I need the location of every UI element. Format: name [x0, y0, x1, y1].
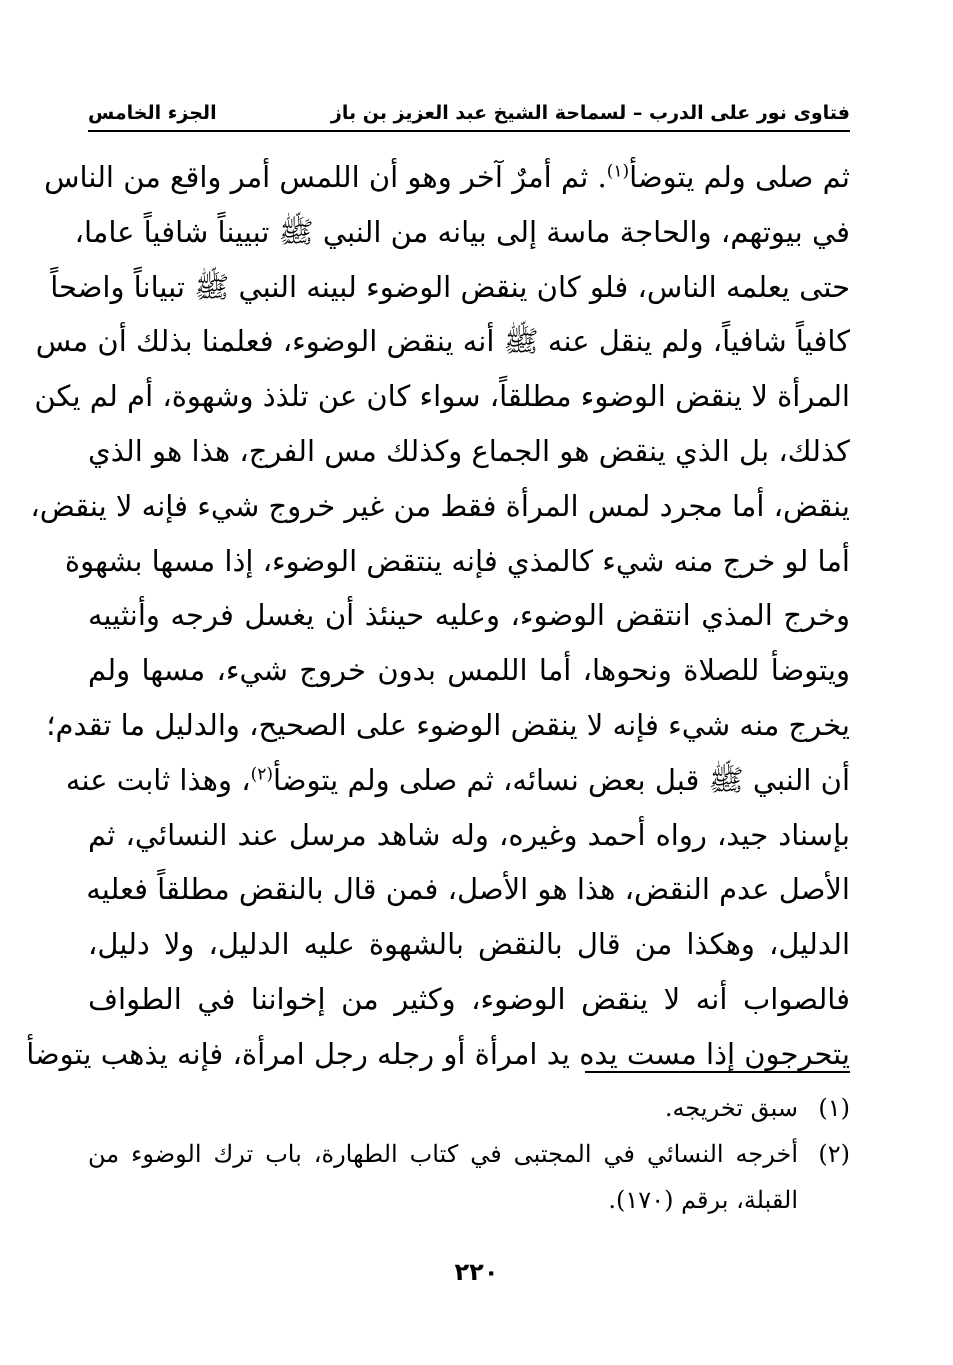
volume-label: الجزء الخامس [88, 102, 217, 124]
text-line: أما لو خرج منه شيء كالمذي فإنه ينتقض الوضوء، إذا مسها بشهوة [64, 543, 850, 578]
text-line: كذلك، بل الذي ينقض هو الجماع وكذلك مس الفرج، هذا هو الذي [88, 433, 850, 468]
text-line: يخرج منه شيء فإنه لا ينقض الوضوء على الصحيح، والدليل ما تقدم؛ [46, 707, 850, 742]
text-line: المرأة لا ينقض الوضوء مطلقاً، سواء كان عن تلذذ وشهوة، أم لم يكن [34, 379, 850, 414]
text-line: ويتوضأ للصلاة ونحوها، أما اللمس بدون خروج شيء، مسها ولم [88, 653, 850, 688]
running-header [88, 96, 850, 132]
footnote-text: سبق تخريجه. [664, 1094, 798, 1122]
page-number: ٢٢٠ [454, 1258, 499, 1286]
text-line: حتى يعلمه الناس، فلو كان ينقض الوضوء لبينه النبي ﷺ تبياناً واضحاً [50, 269, 850, 304]
footnote-reference: (٢) [250, 764, 273, 785]
footnotes [88, 1085, 850, 1223]
text-line: في بيوتهم، والحاجة ماسة إلى بيانه من النبي ﷺ تبييناً شافياً عاما، [74, 214, 850, 249]
footnote-2 [88, 1131, 850, 1223]
footnote-number: (٢) [818, 1140, 850, 1168]
footnote-text: أخرجه النسائي في المجتبى في كتاب الطهارة، باب ترك الوضوء من [88, 1140, 798, 1168]
footnote-separator [585, 1071, 850, 1073]
footnote-number: (١) [818, 1094, 850, 1122]
footnote-text: القبلة، برقم (١٧٠). [608, 1186, 798, 1214]
book-title: فتاوى نور على الدرب – لسماحة الشيخ عبد العزيز بن باز [330, 102, 850, 124]
text-line: الدليل، وهكذا من قال بالنقض بالشهوة عليه الدليل، ولا دليل، [88, 927, 850, 962]
text-line: كافياً شافياً، ولم ينقل عنه ﷺ أنه ينقض الوضوء، فعلمنا بذلك أن مس [35, 324, 850, 359]
text-line: يتحرجون إذا مست يده يد امرأة أو رجله رجل امرأة، فإنه يذهب يتوضأ [26, 1036, 850, 1071]
text-line: فالصواب أنه لا ينقض الوضوء، وكثير من إخواننا في الطواف [88, 981, 850, 1016]
text-line: ثم صلى ولم يتوضأ$^{(١)}$. ثم أمرٌ آخر وهو أن اللمس أمر واقع من الناس [44, 160, 850, 194]
text-line: ينقض، أما مجرد لمس المرأة فقط من غير خروج شيء فإنه لا ينقض، [30, 488, 850, 523]
footnote-reference: (١) [606, 161, 630, 182]
text-line: أن النبي ﷺ قبل بعض نسائه، ثم صلى ولم يتوضأ$^{(٢)}$، وهذا ثابت عنه [65, 762, 850, 797]
text-line: وخرج المذي انتقض الوضوء، وعليه حينئذ أن يغسل فرجه وأنثييه [88, 598, 850, 633]
main-text [26, 150, 850, 1082]
footnote-1 [88, 1085, 850, 1131]
text-line: الأصل عدم النقض، هذا هو الأصل، فمن قال بالنقض مطلقاً فعليه [86, 872, 850, 907]
text-line: بإسناد جيد، رواه أحمد وغيره، وله شاهد مرسل عند النسائي، ثم [88, 817, 850, 852]
